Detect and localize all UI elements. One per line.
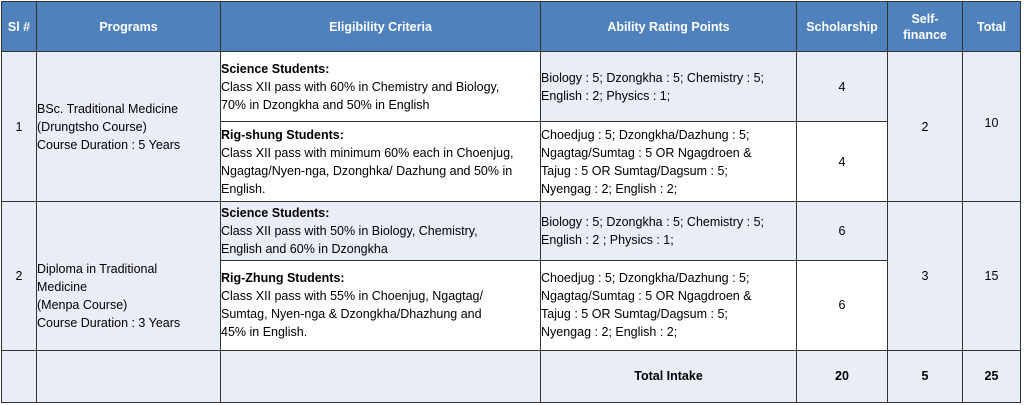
- total-cell: 10: [963, 52, 1021, 202]
- empty-cell: [37, 350, 221, 402]
- scholarship-cell: 6: [797, 202, 888, 260]
- criteria-line: 70% in Dzongkha and 50% in English: [221, 97, 430, 112]
- sl-cell: 1: [2, 52, 37, 202]
- sl-cell: 2: [2, 202, 37, 350]
- header-programs: Programs: [37, 2, 221, 52]
- program-name-line: BSc. Traditional Medicine: [37, 101, 179, 116]
- program-cell: [37, 52, 221, 202]
- points-line: Choedjug : 5; Dzongkha/Dazhung : 5;: [541, 271, 750, 286]
- points-line: Tajug : 5 OR Sumtag/Dagsum : 5;: [541, 307, 728, 322]
- total-intake: 25: [963, 350, 1021, 402]
- scholarship-cell: 4: [797, 122, 888, 202]
- points-line: Nyengag : 2; English : 2;: [541, 325, 678, 340]
- header-ability: Ability Rating Points: [541, 2, 797, 52]
- scholarship-cell: 6: [797, 260, 888, 350]
- points-line: Ngagtag/Sumtag : 5 OR Ngagdroen &: [541, 145, 752, 160]
- eligibility-cell: [221, 122, 541, 202]
- points-line: English : 2; Physics : 1;: [541, 88, 671, 103]
- points-line: Choedjug : 5; Dzongkha/Dazhung : 5;: [541, 127, 750, 142]
- header-self-finance-line1: Self-: [911, 11, 939, 26]
- points-line: Tajug : 5 OR Sumtag/Dagsum : 5;: [541, 163, 728, 178]
- scholarship-cell: 4: [797, 52, 888, 122]
- program-name-line: Medicine: [37, 280, 88, 295]
- criteria-line: Class XII pass with 55% in Choenjug, Ngagtag/: [221, 289, 483, 304]
- criteria-line: Class XII pass with 60% in Chemistry and Biology,: [221, 79, 500, 94]
- points-line: Ngagtag/Sumtag : 5 OR Ngagdroen &: [541, 289, 752, 304]
- points-line: Biology : 5; Dzongkha : 5; Chemistry : 5;: [541, 215, 765, 230]
- header-scholarship: Scholarship: [797, 2, 888, 52]
- criteria-line: English and 60% in Dzongkha: [221, 242, 388, 257]
- ability-points-cell: [541, 122, 797, 202]
- intake-table: [1, 1, 1021, 403]
- criteria-line: Ngagtag/Nyen-nga, Dzonghka/ Dazhung and 50% in: [221, 163, 513, 178]
- program-cell: [37, 202, 221, 350]
- program-name-line: Diploma in Traditional: [37, 262, 158, 277]
- total-intake-row: [2, 350, 1021, 402]
- points-line: Nyengag : 2; English : 2;: [541, 181, 678, 196]
- stream-heading: Rig-shung Students:: [221, 127, 344, 142]
- self-finance-cell: 3: [888, 202, 963, 350]
- criteria-line: English.: [221, 181, 266, 196]
- eligibility-cell: [221, 202, 541, 260]
- stream-heading: Science Students:: [221, 61, 330, 76]
- header-self-finance-line2: finance: [903, 27, 947, 42]
- total-scholarship: 20: [797, 350, 888, 402]
- eligibility-cell: [221, 52, 541, 122]
- program-name-line: (Drungtsho Course): [37, 119, 147, 134]
- criteria-line: Sumtag, Nyen-nga & Dzongkha/Dhazhung and: [221, 307, 482, 322]
- program-name-line: Course Duration : 5 Years: [37, 137, 181, 152]
- eligibility-cell: [221, 260, 541, 350]
- header-row: [2, 2, 1021, 52]
- points-line: Biology : 5; Dzongkha : 5; Chemistry : 5;: [541, 70, 765, 85]
- table-row: [2, 202, 1021, 260]
- header-sl: Sl #: [2, 2, 37, 52]
- ability-points-cell: [541, 260, 797, 350]
- criteria-line: Class XII pass with minimum 60% each in Choenjug,: [221, 145, 514, 160]
- criteria-line: Class XII pass with 50% in Biology, Chemistry,: [221, 224, 478, 239]
- table-row: [2, 52, 1021, 122]
- total-cell: 15: [963, 202, 1021, 350]
- empty-cell: [2, 350, 37, 402]
- header-eligibility: Eligibility Criteria: [221, 2, 541, 52]
- total-intake-label: Total Intake: [541, 350, 797, 402]
- program-name-line: (Menpa Course): [37, 298, 128, 313]
- stream-heading: Science Students:: [221, 206, 330, 221]
- criteria-line: 45% in English.: [221, 325, 308, 340]
- ability-points-cell: [541, 52, 797, 122]
- ability-points-cell: [541, 202, 797, 260]
- header-self-finance: [888, 2, 963, 52]
- self-finance-cell: 2: [888, 52, 963, 202]
- empty-cell: [221, 350, 541, 402]
- total-self-finance: 5: [888, 350, 963, 402]
- points-line: English : 2 ; Physics : 1;: [541, 233, 674, 248]
- stream-heading: Rig-Zhung Students:: [221, 271, 345, 286]
- program-name-line: Course Duration : 3 Years: [37, 316, 181, 331]
- header-total: Total: [963, 2, 1021, 52]
